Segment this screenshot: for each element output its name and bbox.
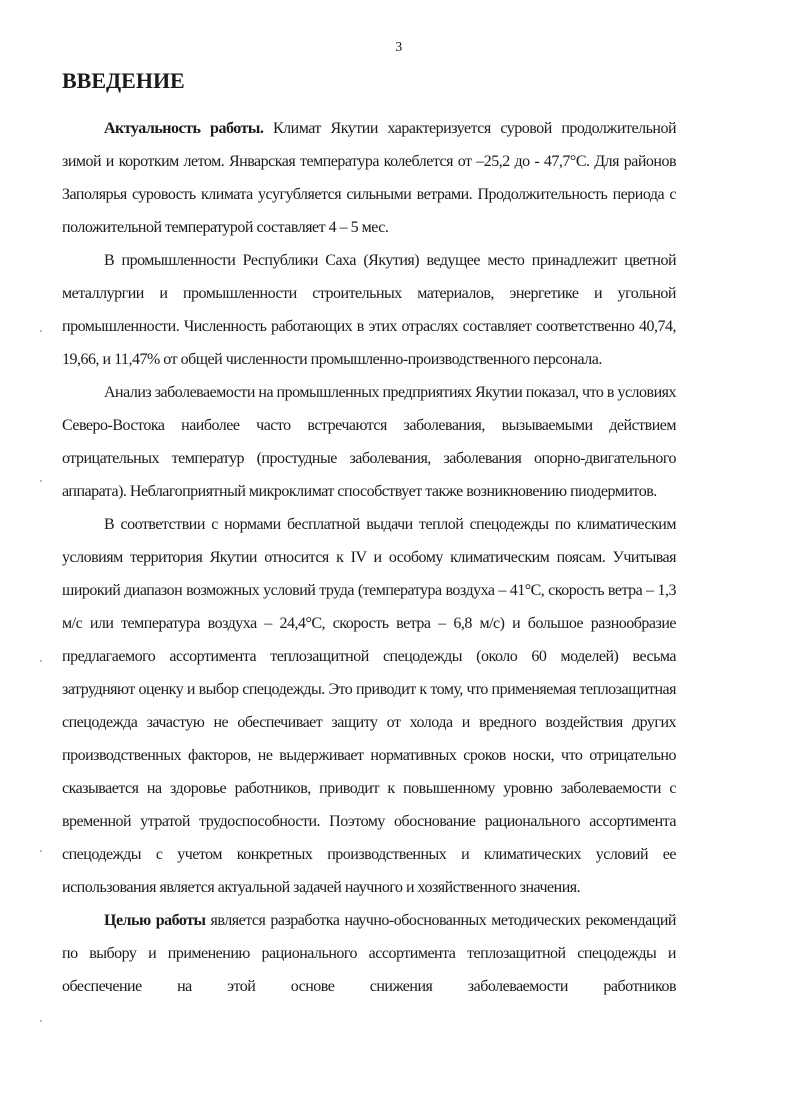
goal-text: является разработка научно-обоснованных методических рекомендаций по выбору и применению рационального ассортимента теплозащитной спецодежды и обеспечение на этой основе снижения заболеваемости работников xyxy=(62,912,676,995)
page-number: 3 xyxy=(395,40,402,55)
scan-dot xyxy=(40,660,42,662)
goal-lead: Целью работы xyxy=(104,912,206,929)
scan-dot xyxy=(40,330,42,332)
morbidity-text: Анализ заболеваемости на промышленных предприятиях Якутии показал, что в условиях Северо-Востока наиболее часто встречаются заболевания, вызываемыми действием отрицательных температур (простудные заболевания, заболевания опорно-двигательного аппарата). Неблагоприятный микроклимат способствует также возникновению пиодермитов. xyxy=(62,384,676,500)
scan-margin-dots xyxy=(40,330,44,1090)
scan-dot xyxy=(40,1020,42,1022)
relevance-text: Климат Якутии характеризуется суровой продолжительной зимой и коротким летом. Январская температура колеблется от –25,2 до - 47,7°С. Для районов Заполярья суровость климата усугубляется сильными ветрами. Продолжительность периода с положительной температурой составляет 4 – 5 мес. xyxy=(62,120,677,236)
scan-dot xyxy=(40,480,42,482)
industry-text: В промышленности Республики Саха (Якутия) ведущее место принадлежит цветной металлургии и промышленности строительных материалов, энергетике и угольной промышленности. Численность работающих в этих отраслях составляет соответственно 40,74, 19,66, и 11,47% от общей численности промышленно-производственного персонала. xyxy=(62,252,676,368)
paragraph-industry xyxy=(62,244,676,376)
paragraph-relevance xyxy=(62,112,676,244)
paragraph-clothing-norms xyxy=(62,508,676,904)
section-title: ВВЕДЕНИЕ xyxy=(62,68,185,93)
scan-dot xyxy=(40,850,42,852)
relevance-lead: Актуальность работы. xyxy=(104,120,264,137)
body-text xyxy=(62,112,676,1003)
clothing-norms-text: В соответствии с нормами бесплатной выдачи теплой спецодежды по климатическим условиям территория Якутии относится к IV и особому климатическим поясам. Учитывая широкий диапазон возможных условий труда (температура воздуха – 41°С, скорость ветра – 1,3 м/с или температура воздуха – 24,4°С, скорость ветра – 6,8 м/с) и большое разнообразие предлагаемого ассортимента теплозащитной спецодежды (около 60 моделей) весьма затрудняют оценку и выбор спецодежды. Это приводит к тому, что применяемая теплозащитная спецодежда зачастую не обеспечивает защиту от холода и вредного воздействия других производственных факторов, не выдерживает нормативных сроков носки, что отрицательно сказывается на здоровье работников, приводит к повышенному уровню заболеваемости с временной утратой трудоспособности. Поэтому обоснование рационального ассортимента спецодежды с учетом конкретных производственных и климатических условий ее использования является актуальной задачей научного и хозяйственного значения. xyxy=(62,516,676,896)
paragraph-morbidity xyxy=(62,376,676,508)
paragraph-goal xyxy=(62,904,676,1003)
